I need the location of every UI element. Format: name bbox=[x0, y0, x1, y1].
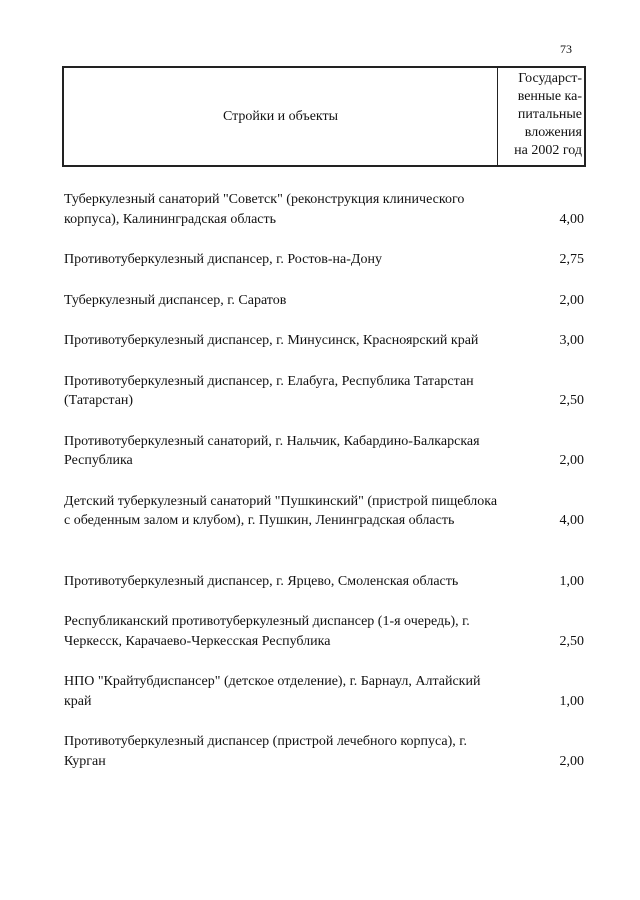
column-header-line: питальные bbox=[517, 107, 582, 122]
entry-value: 4,00 bbox=[559, 211, 584, 227]
entry-value: 1,00 bbox=[559, 573, 584, 589]
column-header-objects: Стройки и объекты bbox=[64, 68, 498, 165]
entry-value: 2,75 bbox=[559, 252, 584, 267]
table-header bbox=[62, 66, 586, 167]
entry-name: Противотуберкулезный диспансер, г. Минусинск, Красноярский край bbox=[64, 333, 479, 348]
entry-value: 3,00 bbox=[559, 333, 584, 348]
entry-name: Противотуберкулезный диспансер, г. Ростов-на-Дону bbox=[64, 252, 382, 267]
list-item bbox=[64, 250, 586, 270]
column-header-line: вложения bbox=[524, 125, 582, 140]
list-item bbox=[64, 331, 586, 351]
list-item bbox=[64, 732, 586, 771]
column-header-line: Государст- bbox=[518, 71, 582, 86]
entry-value: 2,50 bbox=[559, 633, 584, 649]
entry-name: Республиканский противотуберкулезный диспансер (1-я очередь), г. Черкесск, Карачаево-Черкесская Республика bbox=[64, 614, 470, 649]
list-item bbox=[64, 190, 586, 229]
column-header-investments bbox=[498, 68, 584, 165]
entry-name: НПО "Крайтубдиспансер" (детское отделение), г. Барнаул, Алтайский край bbox=[64, 674, 481, 709]
entry-value: 2,00 bbox=[559, 453, 584, 468]
page-number: 73 bbox=[560, 42, 572, 56]
list-item bbox=[64, 492, 586, 531]
column-header-line: на 2002 год bbox=[514, 143, 582, 158]
entry-value: 4,00 bbox=[559, 513, 584, 528]
entry-name: Туберкулезный диспансер, г. Саратов bbox=[64, 292, 287, 308]
entry-value: 2,50 bbox=[559, 393, 584, 408]
column-header-line: венные ка- bbox=[517, 89, 582, 104]
entry-value: 2,00 bbox=[559, 753, 584, 769]
list-item bbox=[64, 612, 586, 651]
entry-name: Противотуберкулезный диспансер, г. Елабуга, Республика Татарстан (Татарстан) bbox=[64, 373, 474, 408]
list-item bbox=[64, 572, 586, 592]
list-item bbox=[64, 372, 586, 411]
entry-name: Противотуберкулезный диспансер (пристрой лечебного корпуса), г. Курган bbox=[64, 734, 467, 769]
list-item bbox=[64, 432, 586, 471]
list-item bbox=[64, 291, 586, 311]
entry-value: 1,00 bbox=[559, 693, 584, 709]
entry-name: Детский туберкулезный санаторий "Пушкинский" (пристрой пищеблока с обеденным залом и клубом), г. Пушкин, Ленинградская область bbox=[64, 493, 498, 528]
entry-value: 2,00 bbox=[559, 292, 584, 308]
entry-name: Туберкулезный санаторий "Советск" (реконструкция клинического корпуса), Калининградская область bbox=[64, 192, 465, 227]
entry-name: Противотуберкулезный санаторий, г. Нальчик, Кабардино-Балкарская Республика bbox=[64, 433, 480, 468]
entries-list bbox=[64, 190, 586, 771]
entry-name: Противотуберкулезный диспансер, г. Ярцево, Смоленская область bbox=[64, 573, 459, 589]
list-item bbox=[64, 672, 586, 711]
